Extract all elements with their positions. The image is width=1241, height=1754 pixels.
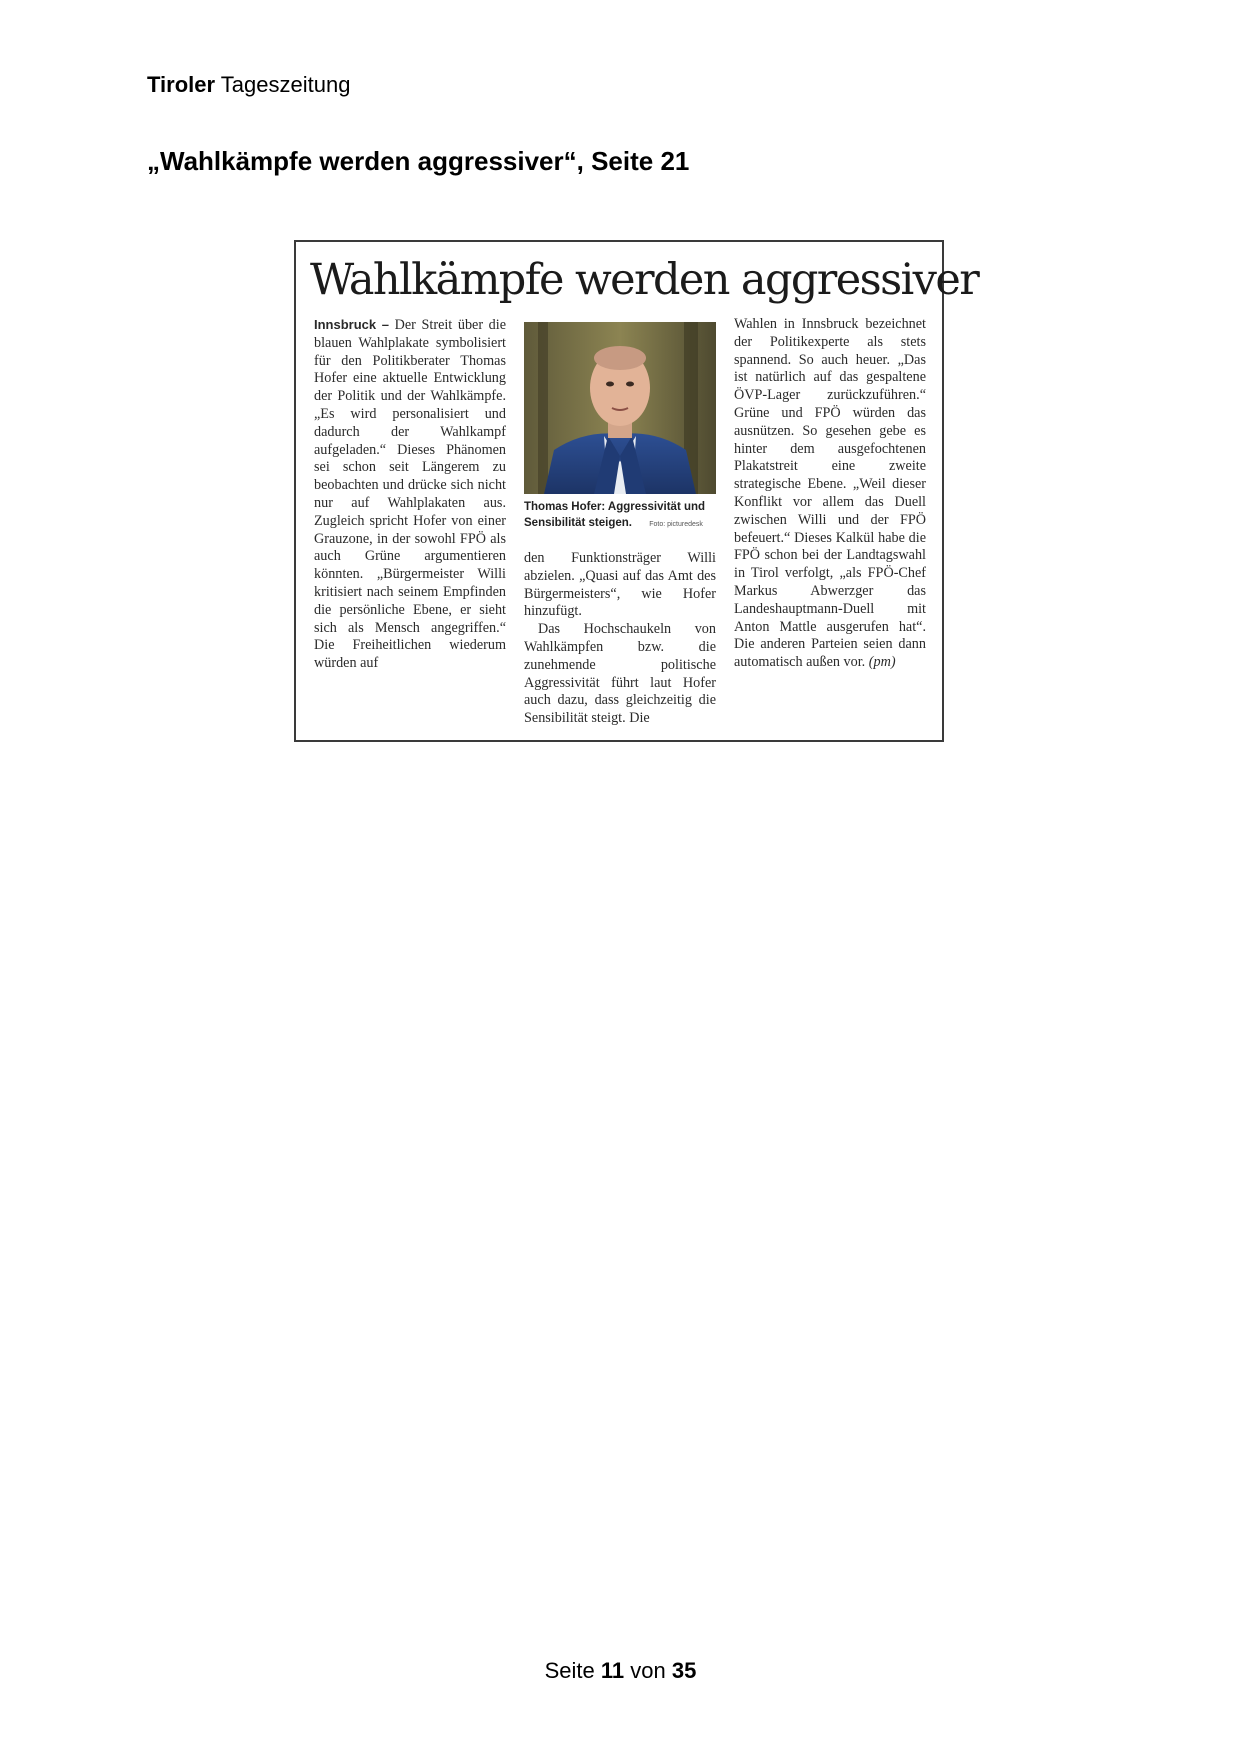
footer-middle: von [630,1658,666,1683]
footer-prefix: Seite [544,1658,595,1683]
article-headline: Wahlkämpfe werden aggressiver [310,255,979,305]
portrait-photo [524,322,716,494]
article-column-2-text-a: den Funktionsträger Willi abzielen. „Quasi auf das Amt des Bürgermeisters“, wie Hofer hinzufügt. [524,550,716,620]
article-column-2 [524,550,716,728]
article-column-2-text-b: Das Hochschaukeln von Wahlkämpfen bzw. die zunehmende politische Aggressivität führt laut Hofer auch dazu, dass gleichzeitig die Sensibilität steigt. Die [524,621,716,727]
publication-name [147,72,350,98]
photo-caption-text: Thomas Hofer: Aggressivität und Sensibilität steigen. [524,501,706,529]
footer-page-number: 11 [600,1658,625,1683]
photo-credit: Foto: picturedesk [649,521,703,528]
article-column-3-text: Wahlen in Innsbruck bezeichnet der Politikexperte als stets spannend. So auch heuer. „Das ist natürlich auf das gespaltene ÖVP-Lager zurückzuführen.“ Grüne und FPÖ würden das ausnützen. So gesehen gebe es hinter dem ausgefochtenen Plakatstreit eine zweite strategische Ebene. „Weil dieser Konflikt vor allem das Duell zwischen Willi und der FPÖ befeuert.“ Dieses Kalkül habe die FPÖ schon bei der Landtagswahl in Tirol verfolgt, „als FPÖ-Chef Markus Abwerzger das Landeshauptmann-Duell mit Anton Mattle ausgerufen hat“. Die anderen Parteien seien dann automatisch außen vor. [734,316,926,671]
article-dateline: Innsbruck – [314,317,390,332]
photo-caption [524,499,716,533]
publication-name-bold: Tiroler [147,72,216,97]
article-column-1-text: Der Streit über die blauen Wahlplakate symbolisiert für den Politikberater Thomas Hofer eine aktuelle Entwicklung der Politik und der Wahlkämpfe. „Es wird personalisiert und dadurch der Wahlkampf aufgeladen.“ Dieses Phänomen sei schon seit Längerem zu beobachten und drücke sich nicht nur auf Wahlplakaten aus. Zugleich spricht Hofer von einer Grauzone, in der sowohl FPÖ als auch Grüne argumentieren könnten. „Bürgermeister Willi kritisiert nach seinem Empfinden die persönliche Ebene, er sieht sich als Mensch angegriffen.“ Die Freiheitlichen wiederum würden auf [314,317,507,672]
footer-total-pages: 35 [671,1658,697,1683]
newspaper-clipping [294,240,979,742]
publication-name-rest: Tageszeitung [220,72,351,97]
article-column-1 [314,316,506,673]
page-footer [0,1658,1241,1684]
article-column-3 [734,316,926,672]
document-title: „Wahlkämpfe werden aggressiver“, Seite 21 [147,146,690,176]
author-signature: (pm) [868,654,896,671]
